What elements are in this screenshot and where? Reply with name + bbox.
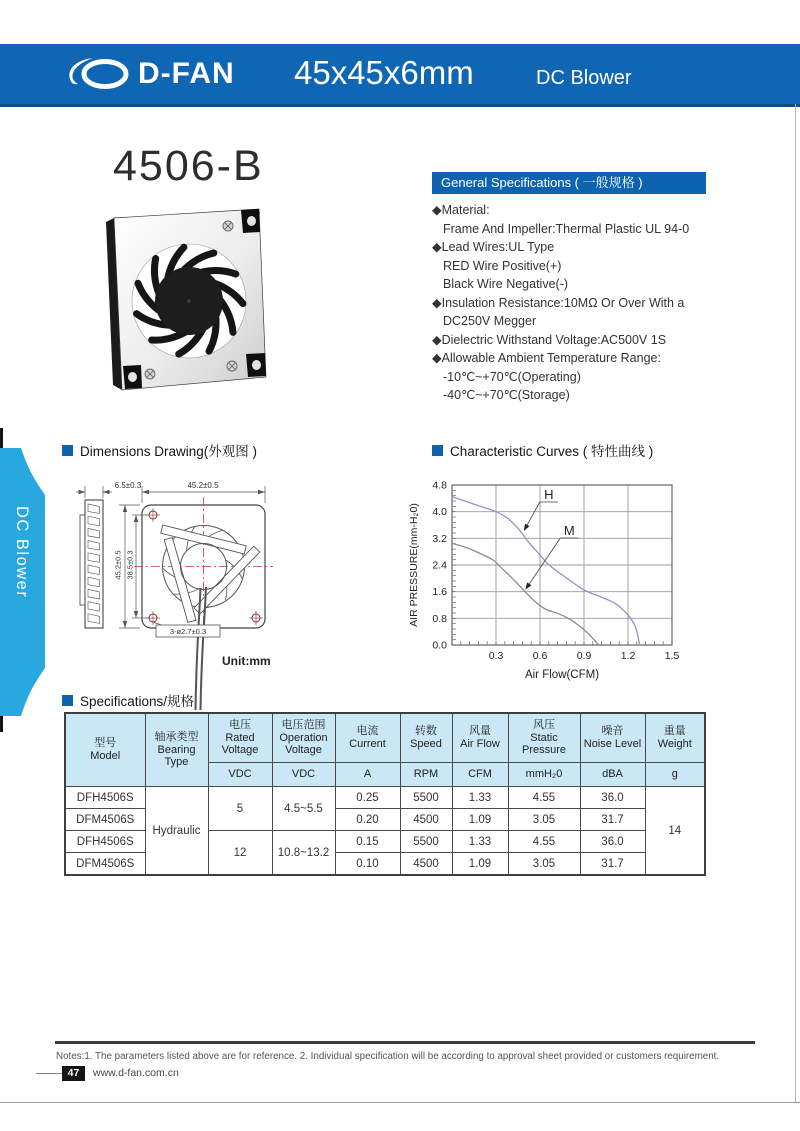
section-bullet-icon: [432, 445, 443, 456]
spec-line: Frame And Impeller:Thermal Plastic UL 94-0: [443, 221, 690, 236]
dim-holes-label: 3-ø2.7±0.3: [169, 627, 207, 636]
side-tab-dc-blower: [0, 440, 48, 725]
cell-model: DFH4506S: [65, 831, 145, 853]
characteristic-curves-chart: [405, 466, 695, 694]
svg-text:3.2: 3.2: [432, 532, 447, 545]
footer-notes: Notes:1. The parameters listed above are for reference. 2. Individual specification will be according to approval sheet provided or customers requirement.: [56, 1051, 720, 1062]
website-label: www.d-fan.com.cn: [93, 1067, 179, 1079]
col-air-flow: 风量 Air Flow: [452, 713, 508, 763]
brand-name: D-FAN: [138, 57, 235, 90]
spec-line: RED Wire Positive(+): [443, 258, 562, 273]
svg-text:0.3: 0.3: [488, 650, 504, 662]
unit-cell: VDC: [208, 763, 272, 787]
unit-cell: mmH₂0: [508, 763, 580, 787]
page-title: 45x45x6mm: [294, 54, 474, 91]
unit-label: Unit:mm: [222, 654, 271, 668]
cell-model: DFM4506S: [65, 853, 145, 876]
cell-current: 0.25: [335, 787, 400, 809]
spec-line: DC250V Megger: [443, 314, 537, 328]
fan-swoosh-logo-icon: [62, 55, 136, 93]
cell-noise: 36.0: [580, 787, 645, 809]
svg-text:H: H: [544, 487, 554, 502]
cell-operation-voltage: 10.8~13.2: [272, 831, 335, 876]
cell-static-pressure: 4.55: [508, 831, 580, 853]
impeller-bars: [161, 525, 260, 622]
page-right-border: [795, 104, 796, 1103]
section-title: Characteristic Curves ( 特性曲线 ): [450, 444, 654, 459]
cell-speed: 4500: [400, 809, 452, 831]
table-row: [65, 787, 705, 809]
spec-line: ◆Lead Wires:UL Type: [432, 240, 555, 254]
cell-model: DFH4506S: [65, 787, 145, 809]
unit-cell: dBA: [580, 763, 645, 787]
dim-front-height: 45.2±0.5: [113, 550, 123, 580]
col-current: 电流 Current: [335, 713, 400, 763]
general-specs-header: [432, 172, 706, 194]
col-weight: 重量 Weight: [645, 713, 705, 763]
col-noise-level: 噪音 Noise Level: [580, 713, 645, 763]
page-bottom-border: [0, 1102, 800, 1103]
general-specs-title: General Specifications ( 一般规格 ): [441, 175, 643, 190]
general-specs-list: [432, 201, 732, 405]
spec-line: ◆Material:: [432, 203, 490, 217]
cell-noise: 36.0: [580, 831, 645, 853]
svg-text:2.4: 2.4: [432, 559, 447, 572]
cell-weight: 14: [645, 787, 705, 876]
cell-noise: 31.7: [580, 853, 645, 876]
side-view-blades: [88, 504, 100, 623]
spec-line: ◆Dielectric Withstand Voltage:AC500V 1S: [432, 332, 667, 347]
brand-logo: [62, 55, 235, 93]
section-title: Dimensions Drawing(外观图 ): [80, 444, 258, 459]
cell-noise: 31.7: [580, 809, 645, 831]
unit-cell: A: [335, 763, 400, 787]
svg-text:AIR PRESSURE(mm-H₂0): AIR PRESSURE(mm-H₂0): [408, 503, 420, 627]
svg-text:1.6: 1.6: [432, 586, 447, 599]
cell-air-flow: 1.09: [452, 853, 508, 876]
svg-text:0.9: 0.9: [576, 650, 592, 662]
cell-static-pressure: 4.55: [508, 787, 580, 809]
dimensions-drawing: [72, 473, 332, 718]
header-bar: [0, 44, 800, 107]
section-title: Specifications/规格: [80, 694, 195, 709]
cell-model: DFM4506S: [65, 809, 145, 831]
col-speed: 转数 Speed: [400, 713, 452, 763]
footer-rule: [55, 1041, 755, 1044]
unit-cell: RPM: [400, 763, 452, 787]
model-title: 4506-B: [113, 142, 264, 190]
cell-speed: 5500: [400, 787, 452, 809]
spec-line: -40℃~+70℃(Storage): [443, 388, 570, 402]
cell-current: 0.20: [335, 809, 400, 831]
dim-side-width: 6.5±0.3: [114, 481, 142, 490]
svg-text:M: M: [563, 523, 575, 538]
svg-text:0.0: 0.0: [432, 639, 447, 652]
svg-text:0.8: 0.8: [432, 612, 447, 625]
dim-hole-pitch: 38.5±0.3: [125, 550, 135, 580]
cell-speed: 5500: [400, 831, 452, 853]
cell-rated-voltage: 5: [208, 787, 272, 831]
svg-text:1.2: 1.2: [620, 650, 636, 662]
col-operation-voltage: 电压范围 Operation Voltage: [272, 713, 335, 763]
svg-text:4.8: 4.8: [432, 479, 447, 492]
cell-static-pressure: 3.05: [508, 853, 580, 876]
side-tab-label: DC Blower: [13, 506, 31, 599]
cell-operation-voltage: 4.5~5.5: [272, 787, 335, 831]
cell-air-flow: 1.09: [452, 809, 508, 831]
page-badge-line: [36, 1073, 62, 1074]
col-bearing-type: 轴承类型 Bearing Type: [145, 713, 208, 787]
cell-static-pressure: 3.05: [508, 809, 580, 831]
col-model: 型号 Model: [65, 713, 145, 787]
specifications-table: [64, 712, 706, 876]
cell-air-flow: 1.33: [452, 787, 508, 809]
cell-speed: 4500: [400, 853, 452, 876]
cell-current: 0.10: [335, 853, 400, 876]
col-static-pressure: 风压 Static Pressure: [508, 713, 580, 763]
section-curves: [432, 440, 653, 460]
unit-cell: VDC: [272, 763, 335, 787]
col-rated-voltage: 电压 Rated Voltage: [208, 713, 272, 763]
svg-text:4.0: 4.0: [432, 506, 447, 519]
page-number-badge: 47: [62, 1066, 85, 1081]
section-dimensions: [62, 440, 257, 460]
svg-text:1.5: 1.5: [664, 650, 680, 662]
svg-text:0.6: 0.6: [532, 650, 548, 662]
unit-cell: g: [645, 763, 705, 787]
unit-cell: CFM: [452, 763, 508, 787]
table-header-row: [65, 713, 705, 763]
product-photo: [100, 205, 270, 395]
spec-line: Black Wire Negative(-): [443, 277, 569, 291]
cell-bearing-type: Hydraulic: [145, 787, 208, 876]
section-bullet-icon: [62, 445, 73, 456]
cell-rated-voltage: 12: [208, 831, 272, 876]
spec-line: ◆Insulation Resistance:10MΩ Or Over With a: [432, 295, 685, 310]
spec-line: -10℃~+70℃(Operating): [443, 369, 581, 384]
svg-text:Air Flow(CFM): Air Flow(CFM): [524, 669, 600, 681]
cell-air-flow: 1.33: [452, 831, 508, 853]
cell-current: 0.15: [335, 831, 400, 853]
product-type-label: DC Blower: [536, 67, 632, 89]
dim-front-width: 45.2±0.5: [187, 481, 219, 490]
spec-line: ◆Allowable Ambient Temperature Range:: [432, 351, 661, 365]
